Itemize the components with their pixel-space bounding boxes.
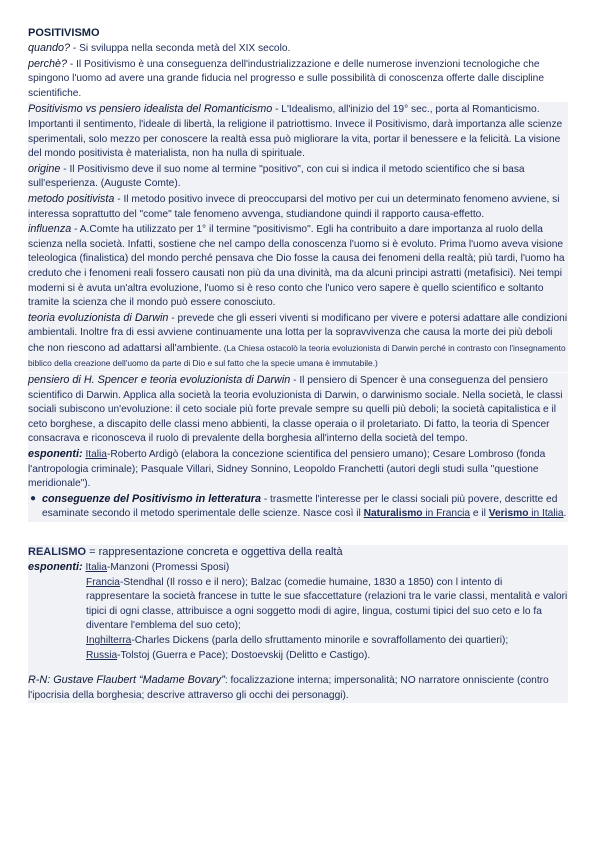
vs-paragraph — [28, 102, 568, 161]
quando-label: quando? — [28, 42, 71, 54]
perche-paragraph — [28, 57, 568, 102]
e-il-text: e il — [470, 508, 489, 520]
realismo-heading — [28, 545, 568, 560]
in-italia-text: in Italia — [528, 508, 564, 520]
esponenti-paragraph — [28, 447, 568, 492]
verismo-term: Verismo — [488, 508, 529, 520]
realismo-russia — [28, 649, 568, 664]
realismo-country-francia: Francia — [86, 576, 120, 588]
origine-label: origine — [28, 162, 61, 175]
document-page — [28, 26, 568, 703]
quando-text: - Si sviluppa nella seconda metà del XIX secolo. — [70, 43, 291, 54]
realismo-definition: = rappresentazione concreta e oggettiva della realtà — [86, 546, 343, 558]
conseguenze-text: - trasmette l'interesse per le classi sociali più povere, descritte ed esaminate secondo il metodo sperimentale delle scienze. Nasce così il — [42, 493, 558, 520]
origine-paragraph — [28, 162, 568, 192]
realismo-esponenti-label: esponenti: — [28, 561, 83, 573]
realismo-title: REALISMO — [28, 546, 87, 558]
realismo-russia-text: -Tolstoj (Guerra e Pace); Dostoevskij (Delitto e Castigo). — [117, 649, 371, 661]
rn-paragraph — [28, 673, 568, 703]
influenza-paragraph — [28, 222, 568, 311]
perche-label: perchè? — [28, 57, 68, 70]
highlighted-section — [28, 102, 568, 372]
conseguenze-end: . — [563, 508, 567, 520]
vs-text: - L'Idealismo, all'inizio del 19° sec., porta al Romanticismo. Importanti il sentimento, l'ideale di libertà, la religione il patriottismo. Invece il Positivismo, darà importanza alle scienze sperimentali, solo mezzo per conoscere la realtà essa può migliorare la vita, portar il benessere e la felicità. La visione del mondo positivista è materialista, non ha nulla di spirituale. — [28, 104, 563, 160]
realismo-italia-text: -Manzoni (Promessi Sposi) — [106, 562, 230, 573]
esponenti-label: esponenti: — [28, 448, 83, 461]
darwin-paragraph — [28, 311, 568, 372]
esponenti-text: -Roberto Ardigò (elabora la concezione scientifica del pensiero umano); Cesare Lombroso (fonda l'antropologia criminale); Pasquale Villari, Sidney Sonnino, Leopoldo Franchetti (autori degli studi sulla "questione meridionale"). — [28, 449, 546, 490]
country-italia: Italia — [85, 449, 107, 461]
rn-label: R-N: Gustave Flaubert “Madame Bovary” — [28, 674, 225, 687]
rn-text: : focalizzazione interna; impersonalità; NO narratore onnisciente (contro l'ipocrisia della borghesia; descrive attraverso gli occhi dei personaggi). — [28, 675, 549, 701]
quando-paragraph — [28, 41, 568, 57]
bullet-icon: ● — [30, 492, 37, 504]
realismo-inghilterra-text: -Charles Dickens (parla dello sfruttamento minorile e sovraffollamento dei quartieri); — [131, 634, 509, 646]
spacer-small — [28, 663, 568, 673]
metodo-paragraph — [28, 192, 568, 222]
influenza-text: - A.Comte ha utilizzato per 1° il termine "positivismo". Egli ha contribuito a dare importanza al ruolo della scienza nella società. Infatti, sostiene che nel campo della conoscenza l'uomo si è evoluto. Prima l'uomo aveva visione teleologica (finalistica) del mondo perché pensava che Dio fosse la causa dei fenomeni della realtà; più tardi, l'uomo ha creduto che i fenomeni reali fossero causati non più da una divinità, ma da alcuni principi astratti (metafisici). Nei tempi moderni si è avuta un'altra evoluzione, l'uomo si è reso conto che l'unico vero sapere è quello scientifico e soltanto tramite la scienza che il mondo può essere conosciuto. — [28, 224, 565, 309]
spacer — [28, 522, 568, 544]
realismo-francia — [28, 576, 568, 634]
metodo-label: metodo positivista — [28, 192, 115, 205]
perche-text: - Il Positivismo è una conseguenza dell'industrializzazione e delle numerose invenzioni tecnologiche che spingono l'uomo ad avere una grande fiducia nel progresso e sulle possibilità di conoscenza offerte dalle discipline scientifiche. — [28, 58, 544, 99]
spencer-paragraph — [28, 373, 568, 447]
realismo-inghilterra — [28, 634, 568, 649]
realismo-francia-text: -Stendhal (Il rosso e il nero); Balzac (comedie humaine, 1830 a 1850) con l intento di rappresentare la società francese in tutte le sue sfaccettature (relazioni tra le varie classi, mentalità e valori tipici di ogni classe, attribuisce a ogni soggetto modi di agire, lingua, costumi tipici del suo ceto e lo fa diventare l'emblema del suo ceto); — [86, 576, 568, 632]
darwin-text: - prevede che gli esseri viventi si modificano per vivere e potersi adattare alle condizioni ambientali. Inoltre fra di essi avviene continuamente una lotta per la sopravvivenza che causa la morte dei più deboli che non riescono ad adattarsi all'ambiente. — [28, 312, 568, 354]
darwin-label: teoria evoluzionista di Darwin — [28, 311, 169, 324]
spencer-text: - Il pensiero di Spencer è una conseguenza del pensiero scientifico di Darwin. Applica alla società la teoria evoluzionista di Darwin, o darwinismo sociale. Nella società, le classi sociali subiscono un'evoluzione: il ceto sociale più forte prevale sempre su quelli più deboli; la società capitalistica e il ceto borghese, a discapito delle classi meno abbienti, la classe operaia o il proletariato. Di fatto, la teoria di Spencer consacrava e riconosceva il ruolo di prevalente della borghesia all'interno della società del tempo. — [28, 375, 563, 445]
in-francia-text: in Francia — [422, 508, 471, 520]
highlighted-section-2 — [28, 373, 568, 522]
realismo-section — [28, 545, 568, 703]
conseguenze-bullet-item — [28, 492, 568, 522]
spencer-label: pensiero di H. Spencer e teoria evoluzionista di Darwin — [28, 374, 291, 387]
realismo-country-russia: Russia — [86, 649, 118, 661]
vs-label: Positivismo vs pensiero idealista del Romanticismo — [28, 103, 273, 116]
origine-text: - Il Positivismo deve il suo nome al termine "positivo", con cui si indica il metodo scientifico che si basa sull'esperienza. (Auguste Comte). — [28, 163, 525, 190]
realismo-country-italia: Italia — [85, 562, 107, 573]
metodo-text: - Il metodo positivo invece di preoccuparsi del motivo per cui un determinato fenomeno avviene, si interessa soprattutto del "come" tale fenomeno avvenga, studiandone quindi il rapporto causa-effetto. — [28, 193, 560, 220]
darwin-note: (La Chiesa ostacolò la teoria evoluzionista di Darwin perché in contrasto con l'insegnamento biblico della creazione dell'uomo da parte di Dio e sul fatto che la specie umana è immutabile.) — [28, 342, 566, 369]
naturalismo-term: Naturalismo — [363, 508, 423, 520]
conseguenze-label: conseguenze del Positivismo in letteratura — [42, 492, 261, 505]
influenza-label: influenza — [28, 223, 72, 236]
realismo-country-inghilterra: Inghilterra — [86, 634, 132, 646]
page-title: POSITIVISMO — [28, 27, 100, 39]
realismo-esponenti-line — [28, 560, 568, 576]
